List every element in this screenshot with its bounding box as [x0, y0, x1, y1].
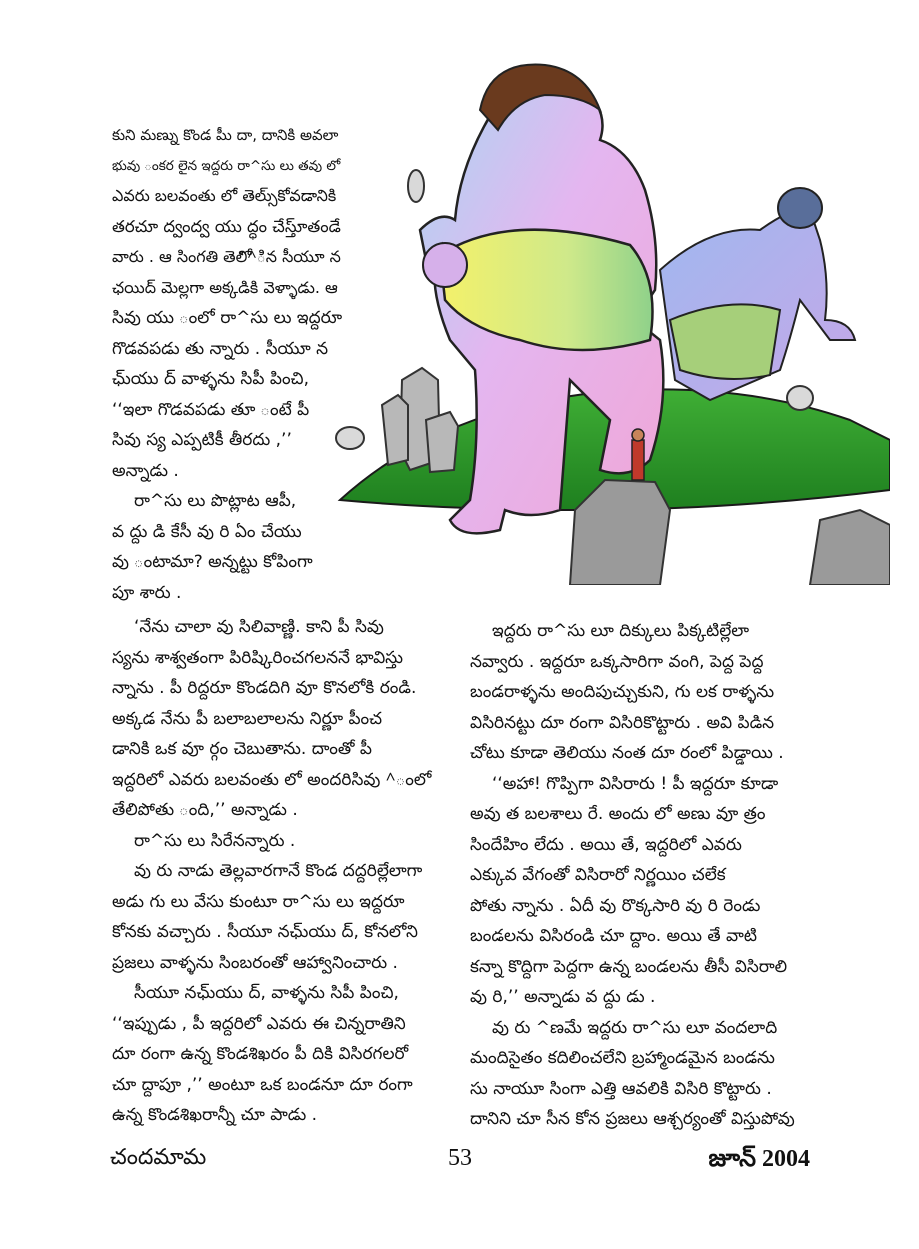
text-line: సు నాయూ సింగా ఎత్తి ఆవలికి విసిరి కొట్టారు .	[470, 1078, 772, 1099]
text-line: వు రి,’’ అన్నాడు వ ద్దు డు .	[470, 987, 656, 1007]
intro-line: ఎవరు బలవంతు లో తెల్సు్కోవడానికి	[112, 186, 337, 205]
intro-line: పూ శారు .	[112, 582, 182, 603]
right-text-column	[470, 616, 820, 1135]
text-line: నవ్వారు . ఇద్దరూ ఒక్కసారిగా వంగి, పెద్ద పెద్ద	[470, 651, 764, 672]
text-line: న్నాను . పీ రిద్దరూ కొండదిగి వూ కొనలోకి రండి.	[112, 678, 417, 698]
text-line: కన్నా కొద్దిగా పెద్దగా ఉన్న బండలను తీసీ విసిరాలి	[470, 956, 788, 977]
intro-line: రా^సు లు పొట్లాట ఆపీ,	[134, 491, 297, 511]
text-line: ఎక్కువ వేగంతో విసిరారో నిర్ణయిం చలేక	[470, 865, 726, 885]
magazine-name: చందమామ	[110, 1145, 207, 1170]
intro-line: సివు యు ంలో రా^సు లు ఇద్దరూ	[112, 308, 343, 328]
text-line: డానికి ఒక వూ ర్గం చెబుతాను. దాంతో పీ	[112, 739, 372, 759]
text-line: చూ ద్దాపూ ,’’ అంటూ ఒక బండనూ దూ రంగా	[112, 1074, 413, 1095]
text-line: ‘నేను చాలా వు సిలివాణ్ణి. కాని పీ సివు	[134, 617, 384, 637]
text-line: దూ రంగా ఉన్న కొండశిఖరం పీ దికి విసిరగలరో	[112, 1044, 409, 1064]
intro-line: వు ంటామా? అన్నట్టు కోపింగా	[112, 552, 313, 572]
text-line: దానిని చూ సీన కోన ప్రజలు ఆశ్చర్యంతో విస్తుపోవు	[470, 1109, 795, 1129]
page-number: 53	[448, 1145, 472, 1171]
text-line: ఇద్దరు రా^సు లూ దిక్కులు పిక్కటిల్లేలా	[492, 621, 750, 641]
text-line: విసిరినట్టు దూ రంగా విసిరికొట్టారు . అవి పిడిన	[470, 712, 775, 733]
text-line: సిందేహిం లేదు . అయి తే, ఇద్దరిలో ఎవరు	[470, 834, 742, 855]
text-line: ఇద్దరిలో ఎవరు బలవంతు లో అందరిసివు ^ంలో	[112, 769, 432, 790]
text-line: సీయూ నఛు్యు ద్, వాళ్ళను సిపీ పించి,	[134, 983, 399, 1003]
intro-line: వారు . ఆ సింగతి తెలిో^ిన సీయూ న	[112, 247, 341, 266]
text-line: అవు త బలశాలు రే. అందు లో అణు వూ త్రం	[470, 804, 766, 824]
intro-line: అన్నాడు .	[112, 460, 179, 481]
intro-line: ‘‘ఇలా గొడవపడు తూ ంటే పీ	[112, 399, 310, 420]
text-line: ‘‘అహా! గొప్పిగా విసిరారు ! పీ ఇద్దరూ కూడా	[492, 773, 779, 794]
intro-line: గొడవపడు తు న్నారు . సీయూ న	[112, 338, 329, 359]
text-line: తేలిపోతు ంది,’’ అన్నాడు .	[112, 800, 298, 820]
text-line: అడు గు లు వేసు కుంటూ రా^సు లు ఇద్దరూ	[112, 891, 405, 912]
text-line: పోతు న్నాను . ఏదీ వు రొక్కసారి వు రి రెండు	[470, 895, 761, 916]
text-line: స్యను శాశ్వతంగా పిరిష్కిరించగలననే భావిస్తు	[112, 647, 403, 668]
text-line: ఉన్న కొండశిఖరాన్నీ చూ పాడు .	[112, 1105, 318, 1125]
intro-line: ఛు్యు ద్ వాళ్ళను సిపీ పించి,	[112, 369, 309, 389]
intro-line: తరచూ ద్వంద్వ యు ద్ధం చేస్తూ్తండే	[112, 216, 341, 236]
intro-line: ఛయిద్ మెల్లగా అక్కడికి వెళ్ళాడు. ఆ	[112, 277, 338, 297]
text-line: ప్రజలు వాళ్ళను సింబరంతో ఆహ్వానించారు .	[112, 952, 398, 973]
issue-date: జూన్ 2004	[708, 1146, 810, 1172]
left-text-column	[112, 612, 472, 1131]
intro-line: వ ద్దు డి కేసీ వు రి ఏం చేయు	[112, 521, 302, 542]
text-line: బండరాళ్ళను అందిపుచ్చుకుని, గు లక రాళ్ళను	[470, 682, 775, 702]
intro-column	[112, 120, 342, 608]
text-line: వు రు నాడు తెల్లవారగానే కొండ దద్దరిల్లేలాగా	[134, 861, 423, 881]
text-line: చోటు కూడా తెలియు నంత దూ రంలో పిడ్డాయి .	[470, 743, 784, 763]
text-line: వు రు ^ణమే ఇద్దరు రా^సు లూ వందలాది	[492, 1017, 778, 1038]
intro-line: భువు ంకర లైన ఇద్దరు రా^సు లు తవు లో	[112, 157, 341, 174]
page-footer	[110, 1145, 810, 1181]
text-line: మందిసైతం కదిలించలేని బ్రహ్మాండమైన బండను	[470, 1048, 775, 1068]
text-line: ‘‘ఇప్పుడు , పీ ఇద్దరిలో ఎవరు ఈ చిన్నరాతిని	[112, 1013, 406, 1034]
text-line: బండలను విసిరండి చూ ద్దాం. అయి తే వాటి	[470, 926, 757, 946]
intro-line: కుని మణ్ను కొండ పీు దా, దానికి అవలా	[112, 126, 339, 144]
text-line: రా^సు లు సిరేనన్నారు .	[134, 830, 296, 851]
story-illustration	[330, 40, 890, 585]
text-line: కోనకు వచ్చారు . సీయూ నఛు్యు ద్, కోనలోని	[112, 922, 418, 942]
text-line: అక్కడ నేను పీ బలాబలాలను నిర్ణూ పీంచ	[112, 708, 383, 729]
intro-line: సివు స్య ఎప్పటికీ తీరదు ,’’	[112, 430, 292, 450]
